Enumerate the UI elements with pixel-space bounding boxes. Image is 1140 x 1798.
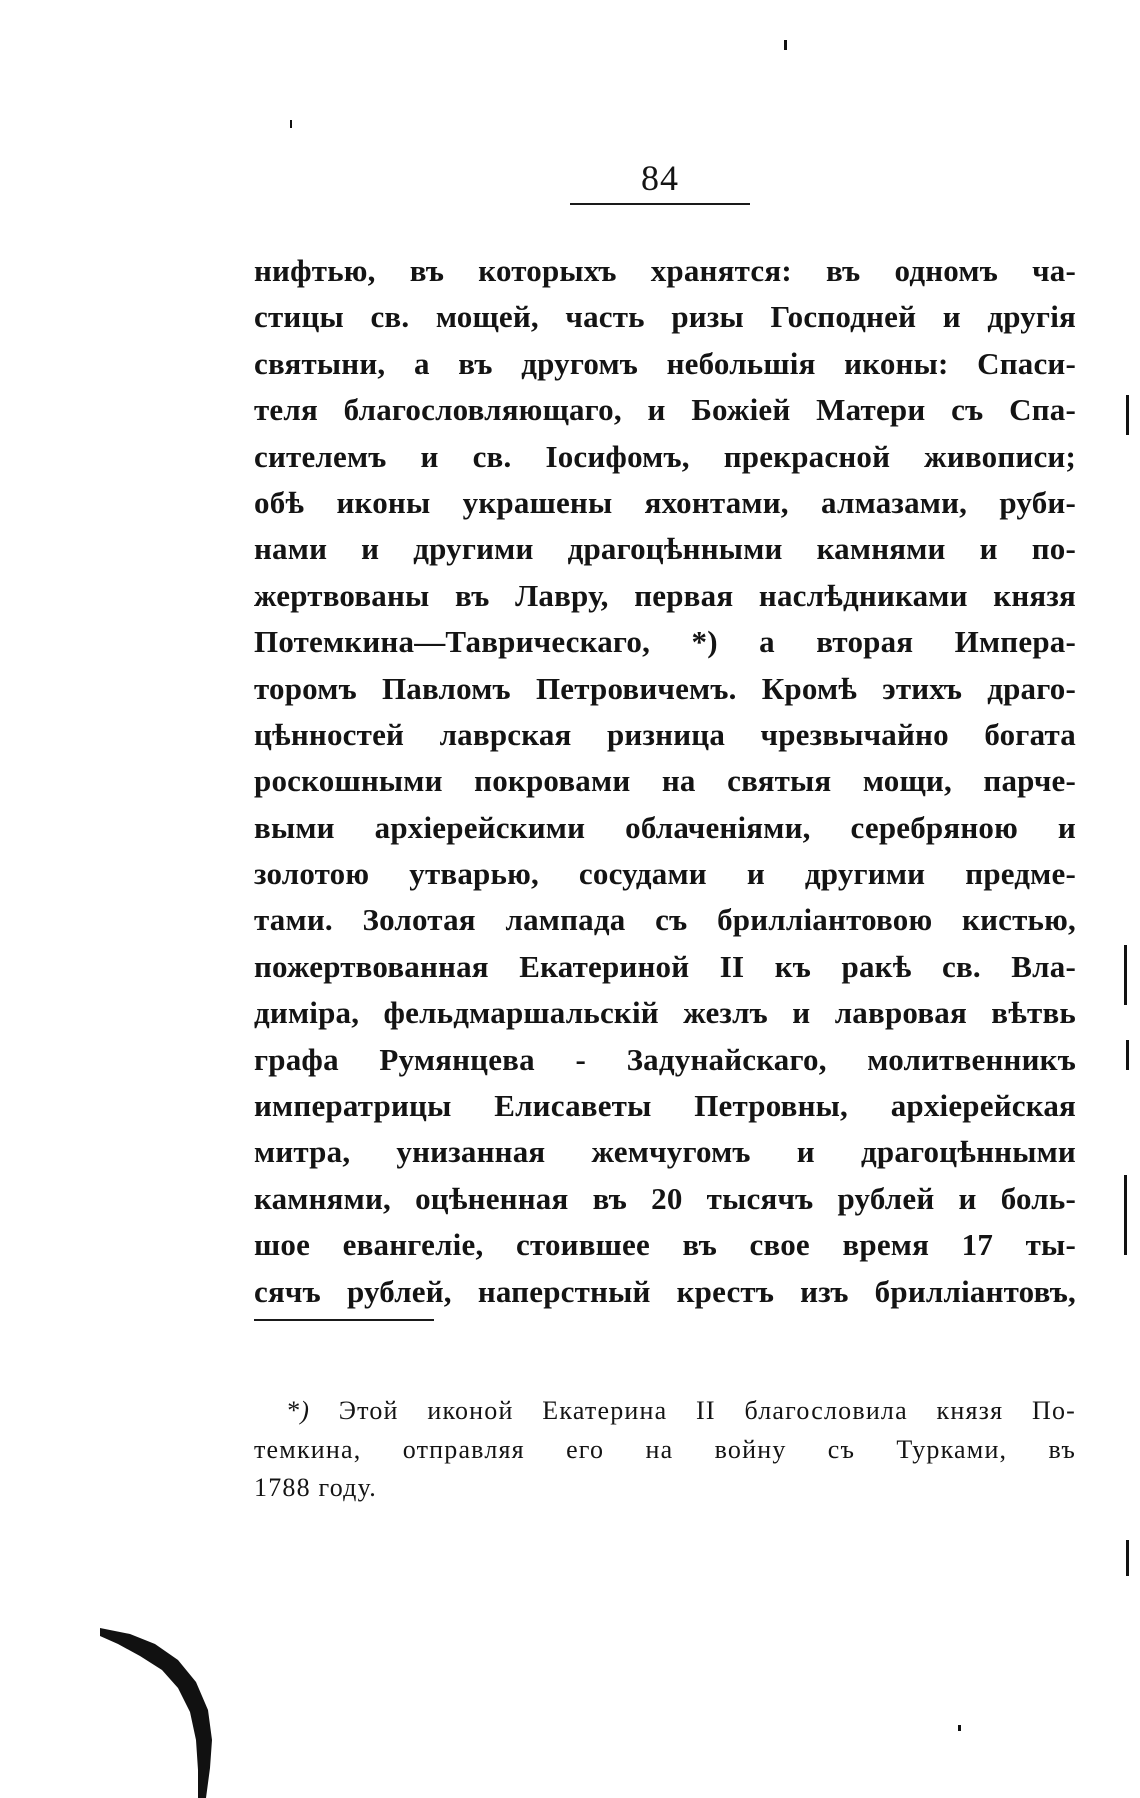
scan-speck	[958, 1725, 961, 1731]
text-line: графа Румянцева - Задунайскаго, молитвенникъ	[254, 1041, 1076, 1077]
text-line: сителемъ и св. Іосифомъ, прекрасной живописи;	[254, 438, 1076, 474]
text-line: тами. Золотая лампада съ бриллiантовою кистью,	[254, 902, 1076, 938]
scan-speck	[1124, 945, 1127, 1005]
scan-speck	[1124, 1175, 1127, 1255]
text-line: шое евангеліе, стоившее въ свое время 17 ты-	[254, 1227, 1076, 1263]
scan-speck	[1126, 395, 1129, 435]
text-line: святыни, а въ другомъ небольшія иконы: Спаси-	[254, 345, 1076, 381]
footnote-line: темкина, отправляя его на войну съ Турками, въ	[254, 1434, 1076, 1464]
footnote-separator	[254, 1319, 434, 1321]
text-line: нами и другими драгоцѣнными камнями и по-	[254, 531, 1076, 567]
footnote-line: 1788 году.	[254, 1473, 377, 1502]
main-text	[254, 248, 1076, 1315]
text-line: теля благословляющаго, и Божіей Матери съ Спа-	[254, 392, 1076, 428]
footnote-marker: *)	[286, 1396, 311, 1425]
text-line: сячъ рублей, наперстный крестъ изъ бриллiантовъ,	[254, 1273, 1076, 1309]
text-line: обѣ иконы украшены яхонтами, алмазами, руби-	[254, 484, 1076, 520]
footnote-text: Этой иконой Екатерина II благословила князя По-	[338, 1396, 1076, 1425]
text-line: торомъ Павломъ Петровичемъ. Кромѣ этихъ драго-	[254, 670, 1076, 706]
text-line: диміра, фельдмаршальскій жезлъ и лавровая вѣтвь	[254, 995, 1076, 1031]
scan-speck	[1126, 1040, 1129, 1070]
scan-speck	[290, 120, 292, 128]
text-line: нифтью, въ которыхъ хранятся: въ одномъ ча-	[254, 253, 1076, 288]
text-line: золотою утварью, сосудами и другими предме-	[254, 856, 1076, 892]
page-number-rule	[570, 203, 750, 205]
text-line: митра, унизанная жемчугомъ и драгоцѣнными	[254, 1134, 1076, 1170]
text-line: пожертвованная Екатериной II къ ракѣ св. Вла-	[254, 948, 1076, 984]
scan-speck	[1126, 1540, 1129, 1576]
text-line: выми архіерейскими облаченіями, серебряною и	[254, 809, 1076, 845]
text-line: цѣнностей лаврская ризница чрезвычайно богата	[254, 716, 1076, 752]
text-line: Потемкина—Таврическаго, *) а вторая Импера-	[254, 624, 1076, 660]
scan-edge-streak	[100, 1628, 215, 1798]
page-number: 84	[641, 158, 679, 198]
text-line: императрицы Елисаветы Петровны, архіерейская	[254, 1088, 1076, 1124]
footnote-line	[254, 1392, 1076, 1431]
scan-speck	[784, 40, 787, 50]
footnote	[254, 1392, 1076, 1508]
text-line: камнями, оцѣненная въ 20 тысячъ рублей и боль-	[254, 1180, 1076, 1216]
text-line: жертвованы въ Лавру, первая наслѣдниками князя	[254, 577, 1076, 613]
text-line: роскошными покровами на святыя мощи, парче-	[254, 763, 1076, 799]
text-line: стицы св. мощей, часть ризы Господней и другія	[254, 299, 1076, 335]
